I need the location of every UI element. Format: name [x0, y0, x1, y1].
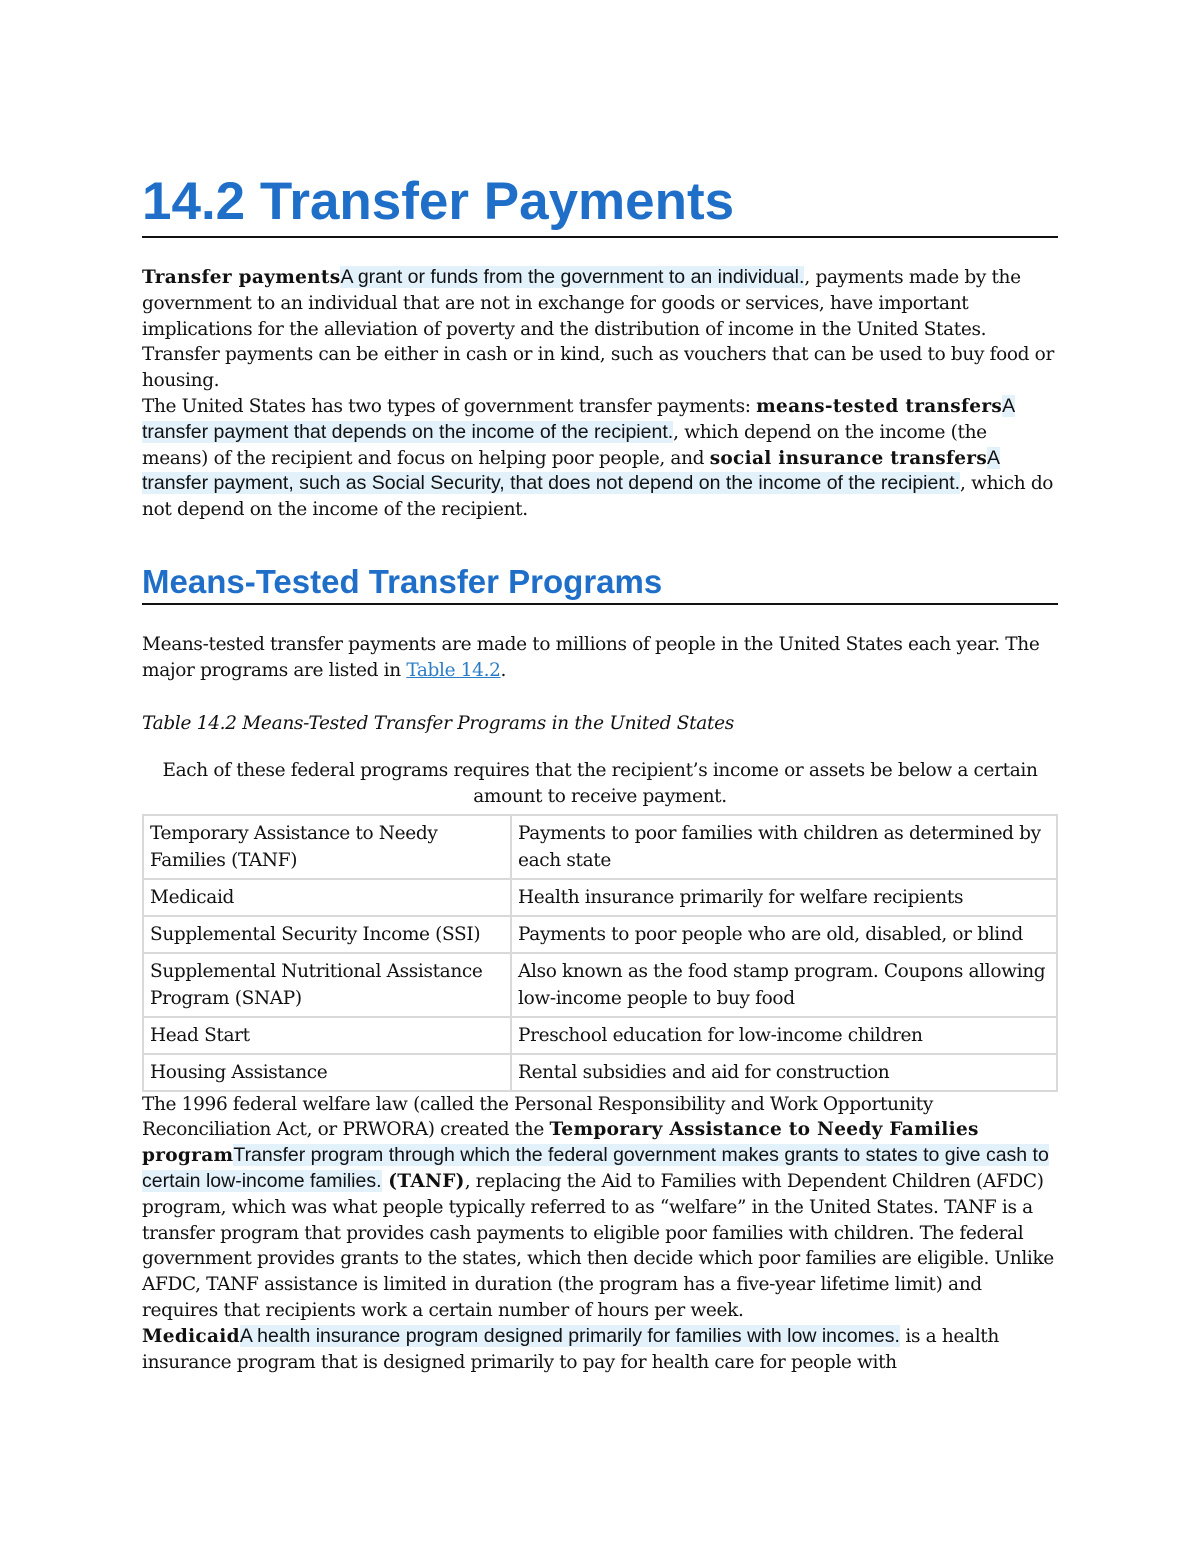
glossary-term[interactable]: social insurance transfers	[709, 447, 988, 469]
paragraph-text: , payments made by the government to an individual that are not in exchange for goods or services, have important implications for the alleviation of poverty and the distribution of income in the United States. Transfer payments can be either in cash or in kind, such as vouchers that can be used to buy food or housing.	[142, 267, 1054, 392]
table-row	[143, 1017, 1057, 1054]
paragraph-text: is a health insurance program that is designed primarily to pay for health care for people with	[142, 1325, 999, 1373]
section-rule	[142, 603, 1058, 605]
glossary-definition: A transfer payment that depends on the income of the recipient.	[142, 394, 1016, 443]
table-row	[143, 953, 1057, 1017]
glossary-abbreviation: (TANF)	[381, 1170, 465, 1192]
paragraph-text: .	[500, 659, 507, 681]
table-row	[143, 916, 1057, 953]
glossary-definition: A transfer payment, such as Social Security, that does not depend on the income of the recipient.	[142, 446, 1001, 495]
program-description-cell: Health insurance primarily for welfare recipients	[511, 879, 1057, 916]
glossary-definition: A health insurance program designed primarily for families with low incomes.	[239, 1324, 900, 1347]
paragraph-text: , replacing the Aid to Families with Dependent Children (AFDC) program, which was what people typically referred to as “welfare” in the United States. TANF is a transfer program that provides cash payments to eligible poor families with children. The federal government provides grants to the states, which then decide which poor families are eligible. Unlike AFDC, TANF assistance is limited in duration (the program has a five-year lifetime limit) and requires that recipients work a certain number of hours per week.	[142, 1170, 1054, 1321]
document-page	[142, 170, 1058, 1375]
paragraph-text: The 1996 federal welfare law (called the Personal Responsibility and Work Opportunity Reconciliation Act, or PRWORA) created the	[142, 1093, 933, 1141]
program-description-cell: Payments to poor families with children as determined by each state	[511, 815, 1057, 879]
table-row	[143, 879, 1057, 916]
programs-table	[142, 814, 1058, 1092]
table-row	[143, 815, 1057, 879]
table-link[interactable]: Table 14.2	[406, 659, 501, 681]
program-description-cell: Preschool education for low-income children	[511, 1017, 1057, 1054]
program-name-cell: Medicaid	[143, 879, 511, 916]
intro-paragraph	[142, 265, 1058, 394]
program-name-cell: Housing Assistance	[143, 1054, 511, 1091]
tanf-paragraph	[142, 1092, 1058, 1324]
table-note: Each of these federal programs requires that the recipient’s income or assets be below a certain amount to receive payment.	[162, 759, 1038, 807]
medicaid-paragraph	[142, 1324, 1058, 1376]
glossary-definition: Transfer program through which the federal government makes grants to states to give cash to certain low-income families.	[142, 1144, 1049, 1192]
paragraph-text: Means-tested transfer payments are made to millions of people in the United States each year. The major programs are listed in	[142, 633, 1040, 681]
glossary-term[interactable]: Temporary Assistance to Needy Families program	[142, 1119, 979, 1167]
paragraph-text: , which depend on the income (the means) of the recipient and focus on helping poor people, and	[142, 421, 987, 469]
program-name-cell: Head Start	[143, 1017, 511, 1054]
section-intro-paragraph	[142, 632, 1058, 684]
program-name-cell: Temporary Assistance to Needy Families (TANF)	[143, 815, 511, 879]
title-rule	[142, 236, 1058, 238]
glossary-term[interactable]: Transfer payments	[142, 267, 341, 288]
program-name-cell: Supplemental Nutritional Assistance Program (SNAP)	[143, 953, 511, 1017]
program-description-cell: Payments to poor people who are old, disabled, or blind	[511, 916, 1057, 953]
table-row	[143, 1054, 1057, 1091]
paragraph-text: , which do not depend on the income of the recipient.	[142, 473, 1054, 521]
program-name-cell: Supplemental Security Income (SSI)	[143, 916, 511, 953]
paragraph-text: The United States has two types of government transfer payments:	[142, 395, 757, 417]
page-title: 14.2 Transfer Payments	[142, 172, 735, 231]
glossary-term[interactable]: Medicaid	[142, 1325, 240, 1347]
program-description-cell: Also known as the food stamp program. Coupons allowing low-income people to buy food	[511, 953, 1057, 1017]
glossary-term[interactable]: means-tested transfers	[756, 395, 1003, 417]
table-caption: Table 14.2 Means-Tested Transfer Programs in the United States	[142, 712, 735, 734]
section-heading: Means-Tested Transfer Programs	[142, 562, 663, 600]
program-description-cell: Rental subsidies and aid for construction	[511, 1054, 1057, 1091]
glossary-definition: A grant or funds from the government to an individual.	[340, 266, 805, 288]
transfer-types-paragraph	[142, 394, 1058, 523]
